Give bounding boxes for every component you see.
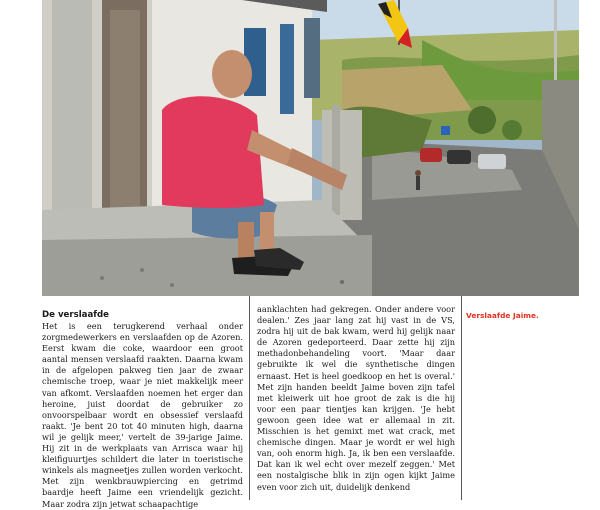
article-column-1 bbox=[42, 304, 243, 509]
column-divider bbox=[249, 296, 250, 500]
column-divider bbox=[461, 296, 462, 500]
section-heading: De verslaafde bbox=[42, 310, 110, 320]
body-text: aanklachten had gekregen. Onder andere voor dealen.' Zes jaar lang zat hij vast in de VS, zodra hij uit de bak kwam, werd hij gelijk naar de Azoren gedeporteerd. Daar zette hij zijn methadonbehandeling voort. 'Maar daar gebruikte ik wel die synthetische dingen ernaast. Het is heel goedkoop en het is overal.' Met zijn handen beeldt Jaime boven zijn tafel met kleiwerk uit hoe groot de zak is die hij voor een paar tientjes kan krijgen. 'Je hebt gewoon geen idee wat er allemaal in zit. Misschien is het gemixt met wat crack, met chemische dingen. Maar je wordt er wel high van, ooh enorm high. Ja, ik ben een verslaafde. Dat kan ik wel echt over mezelf zeggen.' Met een nostalgische blik in zijn ogen kijkt Jaime even voor zich uit, duidelijk denkend bbox=[257, 304, 455, 492]
photo-illustration bbox=[42, 0, 579, 296]
body-text: Het is een terugkerend verhaal onder zorgmedewerkers en verslaafden op de Azoren. Eerst kwam die coke, waardoor een groot aantal mensen verslaafd raakten. Daarna kwam in de afgelopen pakweg tien jaar de zwaar chemische troep, waar je niet makkelijk meer van afkomt. Verslaafden noemen het erger dan heroine, juist doordat de gebruiker zo onvoorspelbaar wordt en obsessief verslaafd raakt. 'Je bent 20 tot 40 minuten high, daarna wil je gelijk meer,' vertelt de 39-jarige Jaime. Hij zit in de werkplaats van Arrisca waar hij kleifiguurtjes schildert die later in toeristische winkels als magneetjes zullen worden verkocht. Met zijn wenkbrauwpiercing en getrimd baardje heeft Jaime een vriendelijk gezicht. Maar zodra zijn jetwat schaapachtige bbox=[42, 321, 243, 509]
photo-caption: Verslaafde Jaime. bbox=[466, 311, 539, 320]
article-column-2 bbox=[257, 304, 455, 500]
article-photo bbox=[42, 0, 579, 296]
